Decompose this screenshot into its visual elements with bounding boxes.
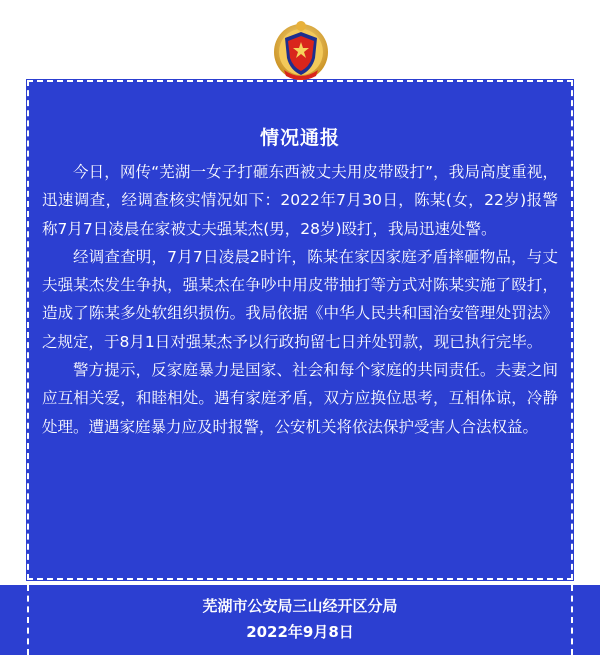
notice-title: 情况通报: [259, 127, 340, 149]
paragraph-3: 警方提示，反家庭暴力是国家、社会和每个家庭的共同责任。夫妻之间应互相关爱，和睦相处。遇有家庭矛盾，双方应换位思考，互相体谅，冷静处理。遭遇家庭暴力应及时报警，公安机关将依法保护受害人合法权益。: [42, 361, 558, 436]
notice-body: [42, 158, 558, 441]
police-emblem-icon: [272, 18, 330, 82]
issue-date: 2022年9月8日: [246, 623, 354, 641]
paragraph-1: 今日，网传“芜湖一女子打砸东西被丈夫用皮带殴打”，我局高度重视，迅速调查，经调查核实情况如下：2022年7月30日，陈某(女，22岁)报警称7月7日凌晨在家被丈夫强某杰(男，28岁)殴打，我局迅速处警。: [42, 163, 558, 238]
notice-footer: [0, 585, 600, 655]
paragraph-2: 经调查查明，7月7日凌晨2时许，陈某在家因家庭矛盾摔砸物品，与丈夫强某杰发生争执，强某杰在争吵中用皮带抽打等方式对陈某实施了殴打，造成了陈某多处软组织损伤。我局依据《中华人民共和国治安管理处罚法》之规定，于8月1日对强某杰予以行政拘留七日并处罚款，现已执行完毕。: [42, 247, 558, 351]
issuing-organization: 芜湖市公安局三山经开区分局: [202, 597, 398, 615]
